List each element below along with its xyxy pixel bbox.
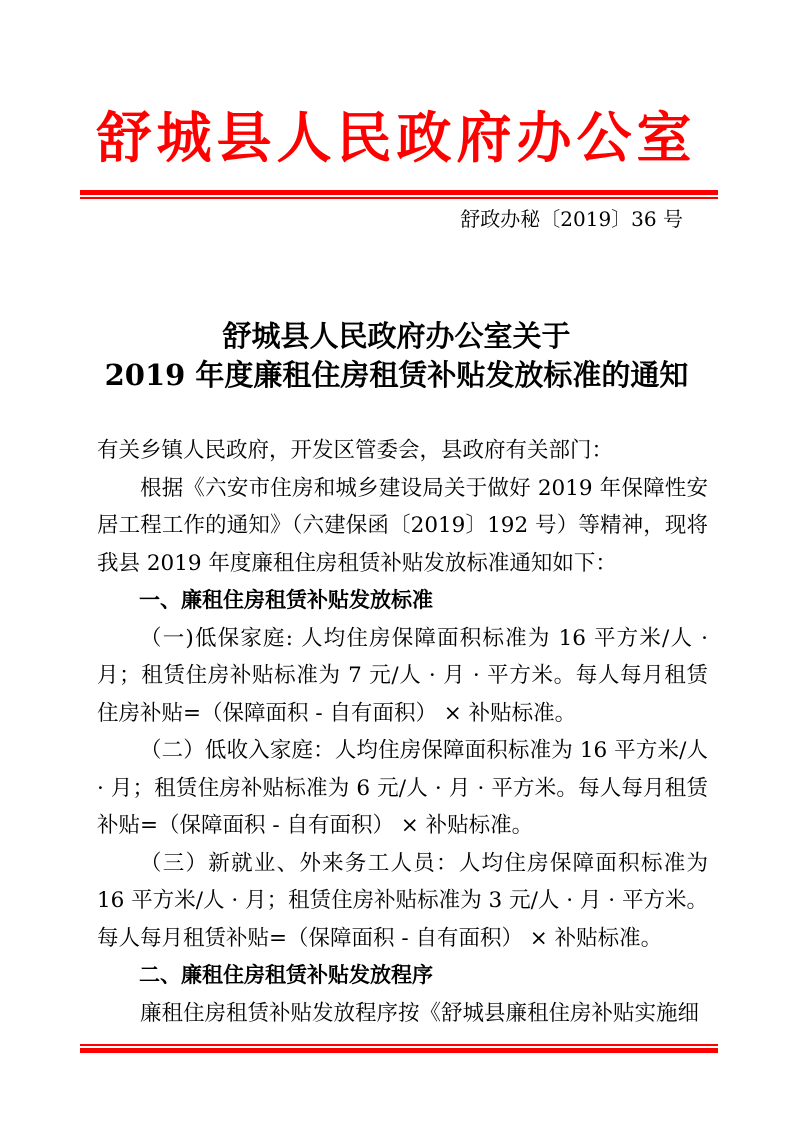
letterhead-divider	[80, 190, 718, 199]
section-heading-2: 二、廉租住房租赁补贴发放程序	[139, 963, 433, 987]
section-heading-1: 一、廉租住房租赁补贴发放标准	[139, 588, 433, 612]
doc-title-line-1: 舒城县人民政府办公室关于	[222, 319, 571, 353]
paragraph-item-1-low-income-guarantee: （一)低保家庭: 人均住房保障面积标准为 16 平方米/人 ·月；租赁住房补贴标准为 7 元/人 · 月 · 平方米。每人每月租赁住房补贴=（保障面积 - 自有面积） × 补贴标准。	[97, 625, 708, 726]
footer-divider-thick-line	[80, 1048, 718, 1053]
doc-number: 舒政办秘〔2019〕36 号	[460, 207, 683, 231]
doc-body	[97, 432, 708, 1032]
letterhead	[0, 0, 793, 233]
paragraph-item-3-new-employment: （三）新就业、外来务工人员：人均住房保障面积标准为 16 平方米/人 · 月；租赁住房补贴标准为 3 元/人 · 月 · 平方米。每人每月租赁补贴=（保障面积 - 自有面积） × 补贴标准。	[97, 850, 708, 951]
paragraph-item-2-low-income-family: （二）低收入家庭：人均住房保障面积标准为 16 平方米/人 · 月；租赁住房补贴标准为 6 元/人 · 月 · 平方米。每人每月租赁补贴=（保障面积 - 自有面积） × 补贴标准。	[97, 738, 708, 838]
doc-title	[0, 317, 793, 395]
letterhead-divider-thin-line	[80, 197, 718, 199]
footer-divider	[80, 1044, 718, 1053]
letterhead-org-title: 舒城县人民政府办公室	[96, 105, 697, 170]
paragraph-procedure: 廉租住房租赁补贴发放程序按《舒城县廉租住房补贴实施细	[140, 1000, 700, 1026]
doc-title-line-2: 2019 年度廉租住房租赁补贴发放标准的通知	[104, 358, 689, 392]
letterhead-divider-thick-line	[80, 190, 718, 195]
salutation: 有关乡镇人民政府，开发区管委会，县政府有关部门：	[97, 438, 614, 463]
footer-divider-thin-line	[80, 1044, 718, 1046]
paragraph-basis: 根据《六安市住房和城乡建设局关于做好 2019 年保障性安居工程工作的通知》（六建保函〔2019〕192 号）等精神，现将我县 2019 年度廉租住房租赁补贴发放标准通知如下：	[97, 475, 708, 576]
